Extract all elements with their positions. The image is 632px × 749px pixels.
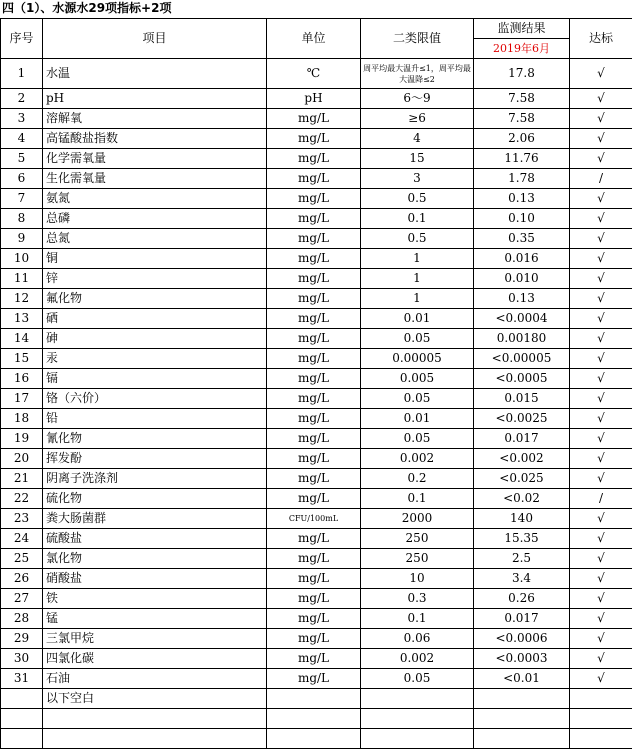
water-quality-table [0,18,632,749]
cell-item: 砷 [43,329,267,349]
table-row [1,109,632,129]
cell-unit: mg/L [267,429,361,449]
cell-seq: 27 [1,589,43,609]
cell-result: 3.4 [474,569,570,589]
cell-seq: 21 [1,469,43,489]
cell-unit: mg/L [267,609,361,629]
blank-row [1,709,632,729]
empty-cell [474,729,570,749]
table-row [1,589,632,609]
cell-seq: 6 [1,169,43,189]
cell-seq: 23 [1,509,43,529]
cell-result: <0.0003 [474,649,570,669]
table-row [1,349,632,369]
cell-result: <0.002 [474,449,570,469]
cell-item: 阴离子洗涤剂 [43,469,267,489]
cell-seq: 30 [1,649,43,669]
cell-item: 硫酸盐 [43,529,267,549]
cell-seq: 5 [1,149,43,169]
cell-unit: mg/L [267,669,361,689]
table-row [1,369,632,389]
table-row [1,549,632,569]
cell-item: 硝酸盐 [43,569,267,589]
cell-item: 氰化物 [43,429,267,449]
cell-unit: mg/L [267,529,361,549]
table-row [1,289,632,309]
cell-limit: 4 [361,129,474,149]
cell-status: √ [570,129,632,149]
cell-status: √ [570,609,632,629]
cell-status: √ [570,549,632,569]
cell-item: 粪大肠菌群 [43,509,267,529]
cell-result: 0.13 [474,289,570,309]
cell-status: / [570,169,632,189]
cell-limit: 0.05 [361,389,474,409]
cell-seq: 28 [1,609,43,629]
cell-result: 7.58 [474,109,570,129]
empty-cell [1,729,43,749]
cell-limit: 250 [361,529,474,549]
cell-seq: 16 [1,369,43,389]
cell-status: √ [570,349,632,369]
cell-limit: 0.05 [361,429,474,449]
cell-status: √ [570,149,632,169]
table-row [1,669,632,689]
cell-status: √ [570,369,632,389]
header-item: 项目 [43,19,267,59]
footer-note: 以下空白 [43,689,267,709]
cell-result: 0.016 [474,249,570,269]
empty-cell [570,729,632,749]
table-row [1,569,632,589]
empty-cell [474,709,570,729]
table-row [1,269,632,289]
table-row [1,469,632,489]
cell-result: 0.35 [474,229,570,249]
empty-cell [43,729,267,749]
cell-limit: 周平均最大温升≤1，周平均最大温降≤2 [361,59,474,89]
cell-item: 氯化物 [43,549,267,569]
cell-limit: 1 [361,269,474,289]
page-title: 四（1）、水源水29项指标+2项 [2,0,171,17]
cell-item: 铜 [43,249,267,269]
cell-limit: 0.06 [361,629,474,649]
cell-unit: mg/L [267,369,361,389]
cell-result: 0.00180 [474,329,570,349]
cell-result: 2.5 [474,549,570,569]
cell-limit: 0.002 [361,649,474,669]
cell-status: √ [570,449,632,469]
cell-item: 生化需氧量 [43,169,267,189]
cell-limit: 0.5 [361,229,474,249]
cell-item: 挥发酚 [43,449,267,469]
empty-cell [474,689,570,709]
cell-status: √ [570,509,632,529]
blank-row [1,729,632,749]
cell-item: 氨氮 [43,189,267,209]
cell-unit: ℃ [267,59,361,89]
cell-seq: 1 [1,59,43,89]
empty-cell [361,729,474,749]
cell-status: √ [570,229,632,249]
cell-result: <0.0005 [474,369,570,389]
cell-limit: 0.00005 [361,349,474,369]
cell-result: <0.00005 [474,349,570,369]
cell-result: 7.58 [474,89,570,109]
cell-seq: 8 [1,209,43,229]
cell-status: √ [570,289,632,309]
cell-item: pH [43,89,267,109]
cell-status: √ [570,429,632,449]
cell-seq: 19 [1,429,43,449]
cell-result: 0.13 [474,189,570,209]
cell-result: <0.0006 [474,629,570,649]
cell-unit: CFU/100mL [267,509,361,529]
cell-item: 硫化物 [43,489,267,509]
cell-unit: mg/L [267,409,361,429]
table-row [1,629,632,649]
header-unit: 单位 [267,19,361,59]
cell-item: 化学需氧量 [43,149,267,169]
cell-limit: 0.05 [361,329,474,349]
empty-cell [1,689,43,709]
cell-item: 镉 [43,369,267,389]
table-row [1,429,632,449]
cell-unit: mg/L [267,469,361,489]
cell-item: 溶解氧 [43,109,267,129]
cell-limit: 15 [361,149,474,169]
cell-seq: 18 [1,409,43,429]
header-limit: 二类限值 [361,19,474,59]
cell-item: 氟化物 [43,289,267,309]
cell-status: √ [570,469,632,489]
cell-status: √ [570,269,632,289]
cell-item: 总氮 [43,229,267,249]
cell-seq: 24 [1,529,43,549]
cell-limit: 6～9 [361,89,474,109]
cell-limit: 1 [361,249,474,269]
cell-unit: mg/L [267,169,361,189]
cell-item: 高锰酸盐指数 [43,129,267,149]
cell-limit: 1 [361,289,474,309]
cell-status: √ [570,409,632,429]
table-row [1,149,632,169]
table-row [1,59,632,89]
header-seq: 序号 [1,19,43,59]
header-status: 达标 [570,19,632,59]
table-row [1,309,632,329]
table-row [1,169,632,189]
cell-status: √ [570,59,632,89]
cell-result: 0.017 [474,429,570,449]
cell-limit: 0.1 [361,209,474,229]
cell-item: 铁 [43,589,267,609]
cell-unit: mg/L [267,349,361,369]
empty-cell [43,709,267,729]
cell-limit: 0.1 [361,489,474,509]
cell-status: √ [570,249,632,269]
cell-unit: mg/L [267,549,361,569]
cell-status: √ [570,569,632,589]
empty-cell [361,709,474,729]
header-result: 监测结果 [474,19,570,39]
cell-status: √ [570,589,632,609]
cell-seq: 7 [1,189,43,209]
cell-status: √ [570,309,632,329]
table-row [1,189,632,209]
cell-result: 0.10 [474,209,570,229]
cell-item: 总磷 [43,209,267,229]
empty-cell [267,709,361,729]
cell-seq: 10 [1,249,43,269]
table-row [1,329,632,349]
table-row [1,209,632,229]
empty-cell [570,709,632,729]
cell-seq: 25 [1,549,43,569]
cell-limit: 0.01 [361,409,474,429]
cell-item: 铬（六价） [43,389,267,409]
table-header-row [1,19,632,39]
cell-result: 11.76 [474,149,570,169]
cell-item: 石油 [43,669,267,689]
cell-unit: mg/L [267,389,361,409]
table-row [1,529,632,549]
cell-unit: mg/L [267,649,361,669]
cell-status: √ [570,389,632,409]
cell-result: 1.78 [474,169,570,189]
cell-seq: 9 [1,229,43,249]
cell-limit: ≥6 [361,109,474,129]
cell-result: 0.015 [474,389,570,409]
cell-seq: 20 [1,449,43,469]
table-row [1,249,632,269]
table-row [1,409,632,429]
cell-item: 铅 [43,409,267,429]
cell-limit: 0.002 [361,449,474,469]
cell-unit: mg/L [267,249,361,269]
empty-cell [1,709,43,729]
cell-item: 三氯甲烷 [43,629,267,649]
cell-result: <0.0004 [474,309,570,329]
table-row [1,229,632,249]
cell-unit: mg/L [267,229,361,249]
cell-result: 0.26 [474,589,570,609]
cell-limit: 250 [361,549,474,569]
cell-result: 15.35 [474,529,570,549]
cell-limit: 0.2 [361,469,474,489]
header-result-date: 2019年6月 [474,39,570,59]
cell-unit: mg/L [267,289,361,309]
cell-seq: 12 [1,289,43,309]
cell-unit: mg/L [267,449,361,469]
cell-seq: 15 [1,349,43,369]
cell-result: <0.025 [474,469,570,489]
cell-limit: 0.05 [361,669,474,689]
cell-status: √ [570,89,632,109]
cell-unit: mg/L [267,189,361,209]
cell-limit: 0.3 [361,589,474,609]
cell-result: 0.017 [474,609,570,629]
cell-unit: mg/L [267,629,361,649]
cell-seq: 14 [1,329,43,349]
table-row [1,489,632,509]
cell-status: √ [570,529,632,549]
table-row [1,449,632,469]
cell-seq: 11 [1,269,43,289]
table-row [1,389,632,409]
cell-item: 汞 [43,349,267,369]
cell-unit: mg/L [267,589,361,609]
cell-item: 锰 [43,609,267,629]
cell-item: 硒 [43,309,267,329]
cell-status: / [570,489,632,509]
empty-cell [361,689,474,709]
empty-cell [570,689,632,709]
cell-seq: 31 [1,669,43,689]
cell-status: √ [570,209,632,229]
cell-seq: 4 [1,129,43,149]
cell-limit: 10 [361,569,474,589]
table-row [1,649,632,669]
table-row [1,609,632,629]
empty-cell [267,729,361,749]
cell-limit: 3 [361,169,474,189]
cell-seq: 13 [1,309,43,329]
cell-limit: 0.01 [361,309,474,329]
cell-limit: 2000 [361,509,474,529]
cell-status: √ [570,669,632,689]
cell-status: √ [570,189,632,209]
cell-item: 水温 [43,59,267,89]
cell-unit: mg/L [267,149,361,169]
cell-unit: mg/L [267,269,361,289]
cell-unit: mg/L [267,129,361,149]
table-row [1,89,632,109]
cell-unit: mg/L [267,489,361,509]
cell-unit: mg/L [267,569,361,589]
cell-item: 四氯化碳 [43,649,267,669]
cell-unit: pH [267,89,361,109]
cell-status: √ [570,649,632,669]
cell-result: 0.010 [474,269,570,289]
cell-result: 140 [474,509,570,529]
cell-seq: 29 [1,629,43,649]
cell-unit: mg/L [267,209,361,229]
cell-result: <0.02 [474,489,570,509]
table-row [1,129,632,149]
cell-result: 2.06 [474,129,570,149]
cell-seq: 2 [1,89,43,109]
footer-note-row [1,689,632,709]
cell-seq: 17 [1,389,43,409]
table-row [1,509,632,529]
empty-cell [267,689,361,709]
cell-result: <0.0025 [474,409,570,429]
cell-limit: 0.5 [361,189,474,209]
cell-seq: 22 [1,489,43,509]
cell-result: 17.8 [474,59,570,89]
cell-unit: mg/L [267,329,361,349]
cell-limit: 0.1 [361,609,474,629]
cell-status: √ [570,629,632,649]
cell-status: √ [570,109,632,129]
cell-limit: 0.005 [361,369,474,389]
cell-item: 锌 [43,269,267,289]
cell-status: √ [570,329,632,349]
cell-unit: mg/L [267,309,361,329]
cell-result: <0.01 [474,669,570,689]
cell-seq: 3 [1,109,43,129]
cell-seq: 26 [1,569,43,589]
cell-unit: mg/L [267,109,361,129]
